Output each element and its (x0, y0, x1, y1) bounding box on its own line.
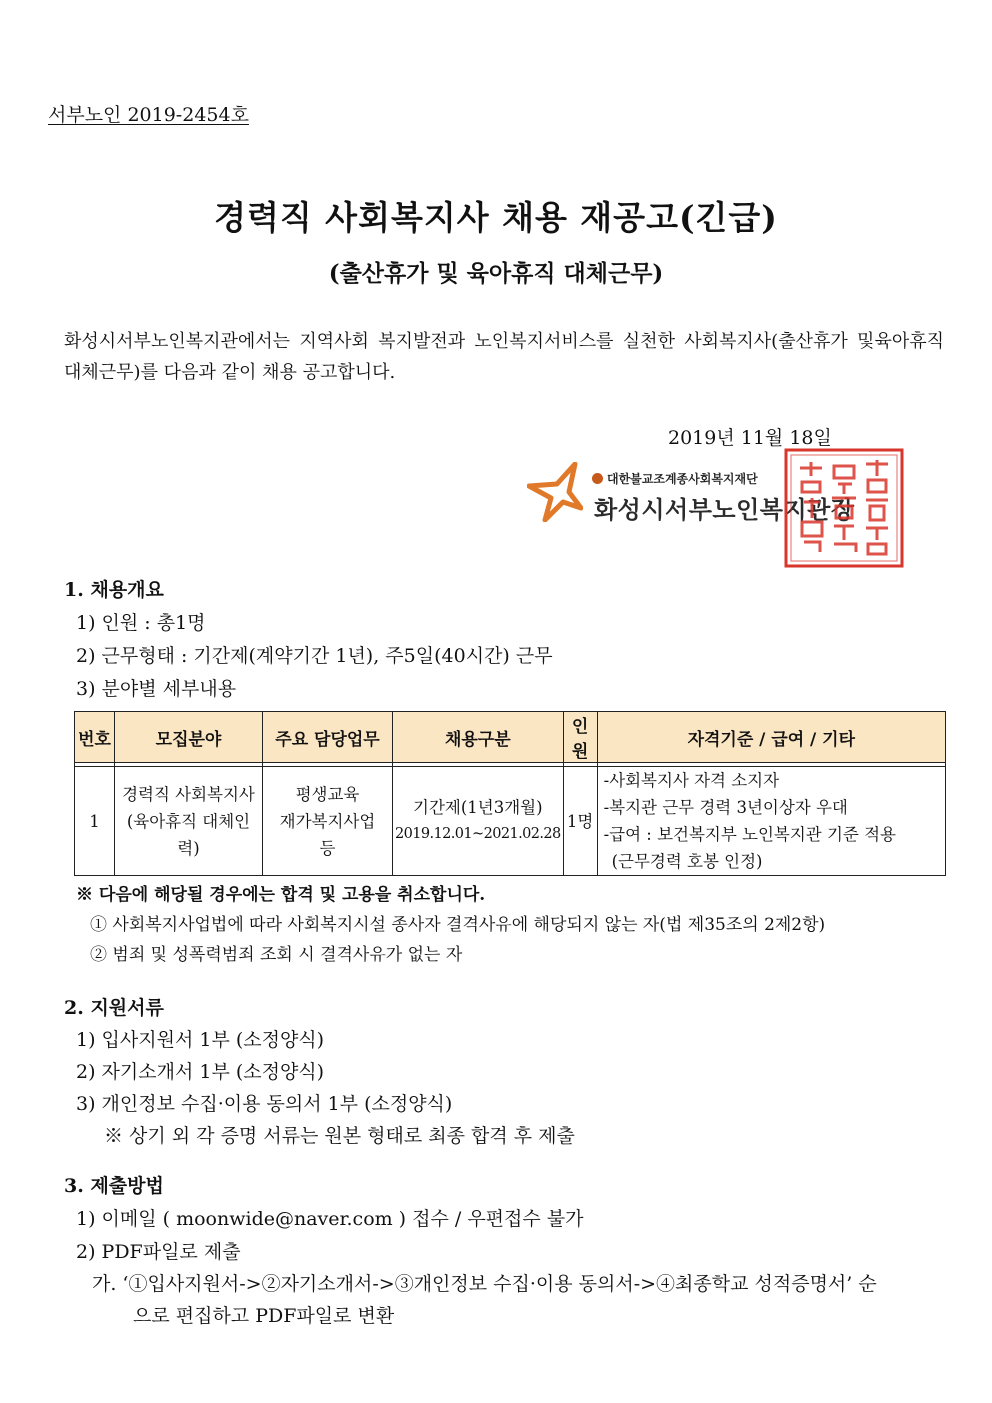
intro-paragraph: 화성시서부노인복지관에서는 지역사회 복지발전과 노인복지서비스를 실천한 사회복지사(출산휴가 및육아휴직 대체근무)를 다음과 같이 채용 공고합니다. (64, 331, 944, 383)
cell-line: (육아휴직 대체인력) (126, 811, 251, 858)
section-heading-documents: 2. 지원서류 (64, 997, 164, 1019)
list-item: 1) 입사지원서 1부 (소정양식) (76, 1029, 325, 1051)
section-heading-submission: 3. 제출방법 (64, 1175, 164, 1197)
notice-date: 2019년 11월 18일 (668, 427, 832, 449)
list-item: 2) 근무형태 : 기간제(계약기간 1년), 주5일(40시간) 근무 (76, 645, 553, 667)
org-logo-icon (527, 462, 583, 522)
cell-line: 재가복지사업 (279, 811, 376, 831)
list-item: 가. ‘①입사지원서->②자기소개서->③개인정보 수집·이용 동의서->④최종학교 성적증명서’ 순 (92, 1273, 877, 1295)
column-header: 주요 담당업무 (263, 712, 393, 763)
table-row (75, 767, 946, 876)
recruitment-table (74, 711, 946, 876)
cell-line: (근무경력 호봉 인정) (611, 852, 763, 871)
cell-qualifications (597, 767, 945, 876)
cell-line: 2019.12.01~2021.02.28 (395, 826, 561, 842)
org-name: 화성시서부노인복지관장 (594, 496, 855, 524)
table-header-row (75, 712, 946, 763)
cell-count: 1명 (563, 767, 597, 876)
list-item: 2) 자기소개서 1부 (소정양식) (76, 1061, 325, 1083)
list-item: 1) 이메일 ( moonwide@naver.com ) 접수 / 우편접수 불가 (76, 1208, 584, 1230)
column-header: 모집분야 (115, 712, 263, 763)
cell-line: 평생교육 (295, 784, 360, 804)
cell-line: 기간제(1년3개월) (413, 798, 543, 817)
cell-field (115, 767, 263, 876)
page-title: 경력직 사회복지사 채용 재공고(긴급) (214, 198, 778, 237)
cell-line: -사회복지사 자격 소지자 (603, 771, 780, 790)
list-item: 3) 분야별 세부내용 (76, 678, 237, 700)
list-item: ② 범죄 및 성폭력범죄 조회 시 결격사유가 없는 자 (90, 945, 463, 965)
foundation-emblem-icon (592, 473, 603, 484)
foundation-name: 대한불교조계종사회복지재단 (592, 470, 758, 487)
document-number: 서부노인 2019-2454호 (48, 104, 249, 126)
cell-line: 등 (319, 838, 336, 858)
cell-number: 1 (75, 767, 115, 876)
column-header: 채용구분 (393, 712, 564, 763)
list-item: 2) PDF파일로 제출 (76, 1241, 241, 1263)
column-header: 인원 (563, 712, 597, 763)
documents-note: ※ 상기 외 각 증명 서류는 원본 형태로 최종 합격 후 제출 (104, 1125, 575, 1147)
column-header: 자격기준 / 급여 / 기타 (597, 712, 945, 763)
cell-line: -복지관 근무 경력 3년이상자 우대 (603, 798, 848, 817)
list-item: 1) 인원 : 총1명 (76, 612, 206, 634)
list-item: 3) 개인정보 수집·이용 동의서 1부 (소정양식) (76, 1093, 453, 1115)
cell-duty (263, 767, 393, 876)
cell-type (393, 767, 564, 876)
list-item: ① 사회복지사업법에 따라 사회복지시설 종사자 결격사유에 해당되지 않는 자(법 제35조의 2제2항) (90, 915, 826, 935)
page-subtitle: (출산휴가 및 육아휴직 대체근무) (328, 260, 664, 287)
official-seal-icon (782, 446, 906, 570)
list-item: 으로 편집하고 PDF파일로 변환 (133, 1305, 395, 1327)
column-header: 번호 (75, 712, 115, 763)
cell-line: -급여 : 보건복지부 노인복지관 기준 적용 (603, 825, 896, 844)
section-heading-recruitment: 1. 채용개요 (64, 579, 164, 601)
cell-line: 경력직 사회복지사 (122, 784, 255, 804)
cancellation-notice: ※ 다음에 해당될 경우에는 합격 및 고용을 취소합니다. (76, 885, 486, 905)
